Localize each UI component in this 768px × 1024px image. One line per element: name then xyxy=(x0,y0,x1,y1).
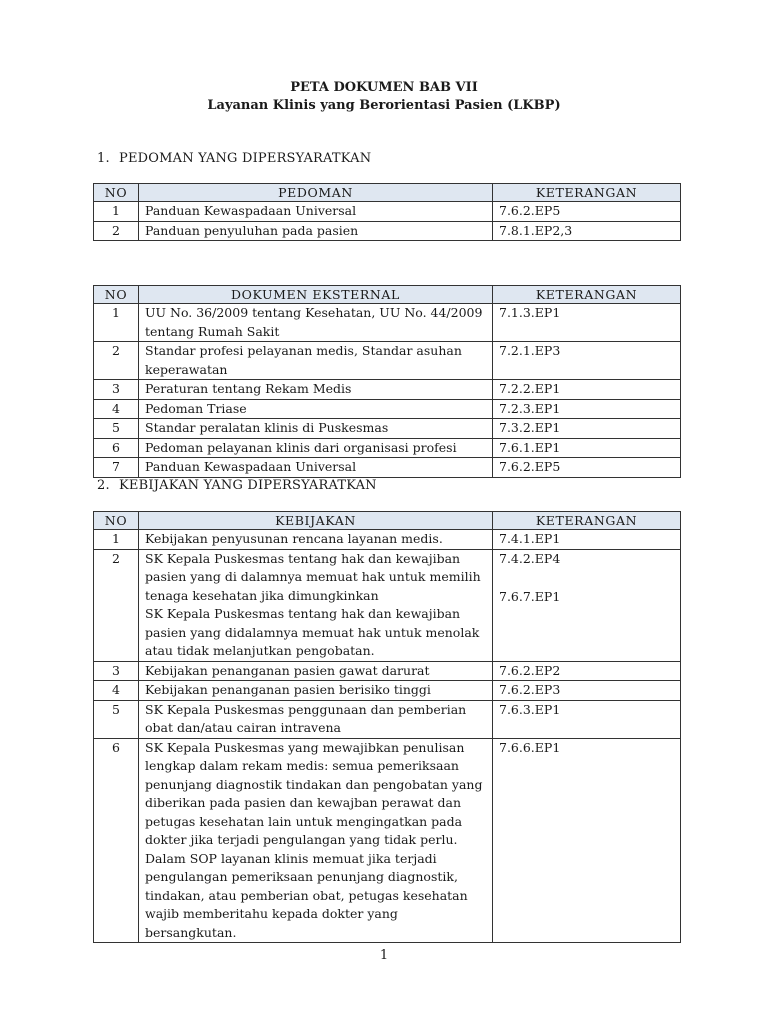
header-no: NO xyxy=(94,184,139,202)
header-no: NO xyxy=(94,512,139,530)
cell-keterangan xyxy=(493,549,681,661)
cell-keterangan: 7.6.2.EP3 xyxy=(493,681,681,701)
header-pedoman: PEDOMAN xyxy=(139,184,493,202)
table-row xyxy=(94,530,681,550)
kebijakan-paragraph: SK Kepala Puskesmas tentang hak dan kewajiban pasien yang didalamnya memuat hak untuk menolak atau tidak melanjutkan pengobatan. xyxy=(145,606,480,658)
cell-keterangan: 7.6.3.EP1 xyxy=(493,700,681,738)
keterangan-value: 7.4.2.EP4 xyxy=(499,550,561,566)
cell-keterangan: 7.6.6.EP1 xyxy=(493,738,681,943)
header-kebijakan: KEBIJAKAN xyxy=(139,512,493,530)
table-row xyxy=(94,681,681,701)
cell-keterangan: 7.6.2.EP5 xyxy=(493,458,681,478)
table-header-row xyxy=(94,184,681,202)
cell-keterangan: 7.6.2.EP5 xyxy=(493,202,681,222)
cell-no: 3 xyxy=(94,661,139,681)
cell-no: 6 xyxy=(94,438,139,458)
cell-pedoman: Panduan penyuluhan pada pasien xyxy=(139,221,493,241)
cell-kebijakan xyxy=(139,738,493,943)
table-header-row xyxy=(94,512,681,530)
cell-no: 4 xyxy=(94,681,139,701)
cell-dokumen: Standar profesi pelayanan medis, Standar asuhan keperawatan xyxy=(139,342,493,380)
table-row xyxy=(94,549,681,661)
cell-no: 5 xyxy=(94,419,139,439)
section-heading-pedoman xyxy=(97,151,371,166)
cell-dokumen: Pedoman Triase xyxy=(139,399,493,419)
cell-kebijakan: Kebijakan penyusunan rencana layanan medis. xyxy=(139,530,493,550)
kebijakan-paragraph: SK Kepala Puskesmas tentang hak dan kewajiban pasien yang di dalamnya memuat hak untuk memilih tenaga kesehatan jika dimungkinkan xyxy=(145,550,481,603)
header-dokumen-eksternal: DOKUMEN EKSTERNAL xyxy=(139,286,493,304)
page-number: 1 xyxy=(379,948,389,963)
document-subtitle: Layanan Klinis yang Berorientasi Pasien (LKBP) xyxy=(207,98,561,113)
pedoman-table xyxy=(93,183,681,241)
kebijakan-table xyxy=(93,511,681,943)
section-title: KEBIJAKAN YANG DIPERSYARATKAN xyxy=(119,478,377,493)
table-row xyxy=(94,738,681,943)
cell-no: 1 xyxy=(94,530,139,550)
cell-no: 3 xyxy=(94,380,139,400)
table-row xyxy=(94,380,681,400)
cell-no: 2 xyxy=(94,221,139,241)
cell-kebijakan: Kebijakan penanganan pasien gawat darurat xyxy=(139,661,493,681)
cell-keterangan: 7.2.3.EP1 xyxy=(493,399,681,419)
cell-keterangan: 7.4.1.EP1 xyxy=(493,530,681,550)
table-row xyxy=(94,458,681,478)
table-row xyxy=(94,419,681,439)
table-row xyxy=(94,661,681,681)
table-row xyxy=(94,342,681,380)
section-number: 1. xyxy=(97,151,110,166)
cell-no: 2 xyxy=(94,549,139,661)
cell-keterangan: 7.2.1.EP3 xyxy=(493,342,681,380)
cell-keterangan: 7.3.2.EP1 xyxy=(493,419,681,439)
header-keterangan: KETERANGAN xyxy=(493,184,681,202)
cell-pedoman: Panduan Kewaspadaan Universal xyxy=(139,202,493,222)
header-no: NO xyxy=(94,286,139,304)
table-row xyxy=(94,399,681,419)
cell-dokumen: Peraturan tentang Rekam Medis xyxy=(139,380,493,400)
cell-dokumen: Standar peralatan klinis di Puskesmas xyxy=(139,419,493,439)
cell-no: 2 xyxy=(94,342,139,380)
cell-kebijakan: SK Kepala Puskesmas penggunaan dan pemberian obat dan/atau cairan intravena xyxy=(139,700,493,738)
cell-keterangan: 7.8.1.EP2,3 xyxy=(493,221,681,241)
table-row xyxy=(94,221,681,241)
dokumen-eksternal-table xyxy=(93,285,681,478)
header-keterangan: KETERANGAN xyxy=(493,286,681,304)
section-heading-kebijakan xyxy=(97,478,377,493)
cell-dokumen: Panduan Kewaspadaan Universal xyxy=(139,458,493,478)
cell-dokumen: Pedoman pelayanan klinis dari organisasi profesi xyxy=(139,438,493,458)
cell-no: 1 xyxy=(94,304,139,342)
cell-keterangan: 7.1.3.EP1 xyxy=(493,304,681,342)
kebijakan-paragraph: Dalam SOP layanan klinis memuat jika terjadi pengulangan pemeriksaan penunjang diagnostik, tindakan, atau pemberian obat, petugas kesehatan wajib memberitahu kepada dokter yang bersangkutan. xyxy=(145,850,468,940)
cell-no: 1 xyxy=(94,202,139,222)
kebijakan-paragraph: SK Kepala Puskesmas yang mewajibkan penulisan lengkap dalam rekam medis: semua pemeriksaan penunjang diagnostik tindakan dan pengobatan yang diberikan pada pasien dan kewajban perawat dan petugas kesehatan lain untuk mengingatkan pada dokter jika terjadi pengulangan yang tidak perlu. xyxy=(145,739,483,847)
header-keterangan: KETERANGAN xyxy=(493,512,681,530)
document-title: PETA DOKUMEN BAB VII xyxy=(290,80,478,95)
cell-no: 5 xyxy=(94,700,139,738)
cell-kebijakan xyxy=(139,549,493,661)
cell-kebijakan: Kebijakan penanganan pasien berisiko tinggi xyxy=(139,681,493,701)
table-row xyxy=(94,438,681,458)
cell-no: 4 xyxy=(94,399,139,419)
cell-keterangan: 7.6.1.EP1 xyxy=(493,438,681,458)
section-title: PEDOMAN YANG DIPERSYARATKAN xyxy=(119,151,372,166)
cell-keterangan: 7.6.2.EP2 xyxy=(493,661,681,681)
table-row xyxy=(94,202,681,222)
section-number: 2. xyxy=(97,478,110,493)
table-row xyxy=(94,700,681,738)
cell-no: 6 xyxy=(94,738,139,943)
table-header-row xyxy=(94,286,681,304)
cell-keterangan: 7.2.2.EP1 xyxy=(493,380,681,400)
keterangan-value: 7.6.7.EP1 xyxy=(499,589,561,604)
cell-dokumen: UU No. 36/2009 tentang Kesehatan, UU No. 44/2009 tentang Rumah Sakit xyxy=(139,304,493,342)
table-row xyxy=(94,304,681,342)
cell-no: 7 xyxy=(94,458,139,478)
